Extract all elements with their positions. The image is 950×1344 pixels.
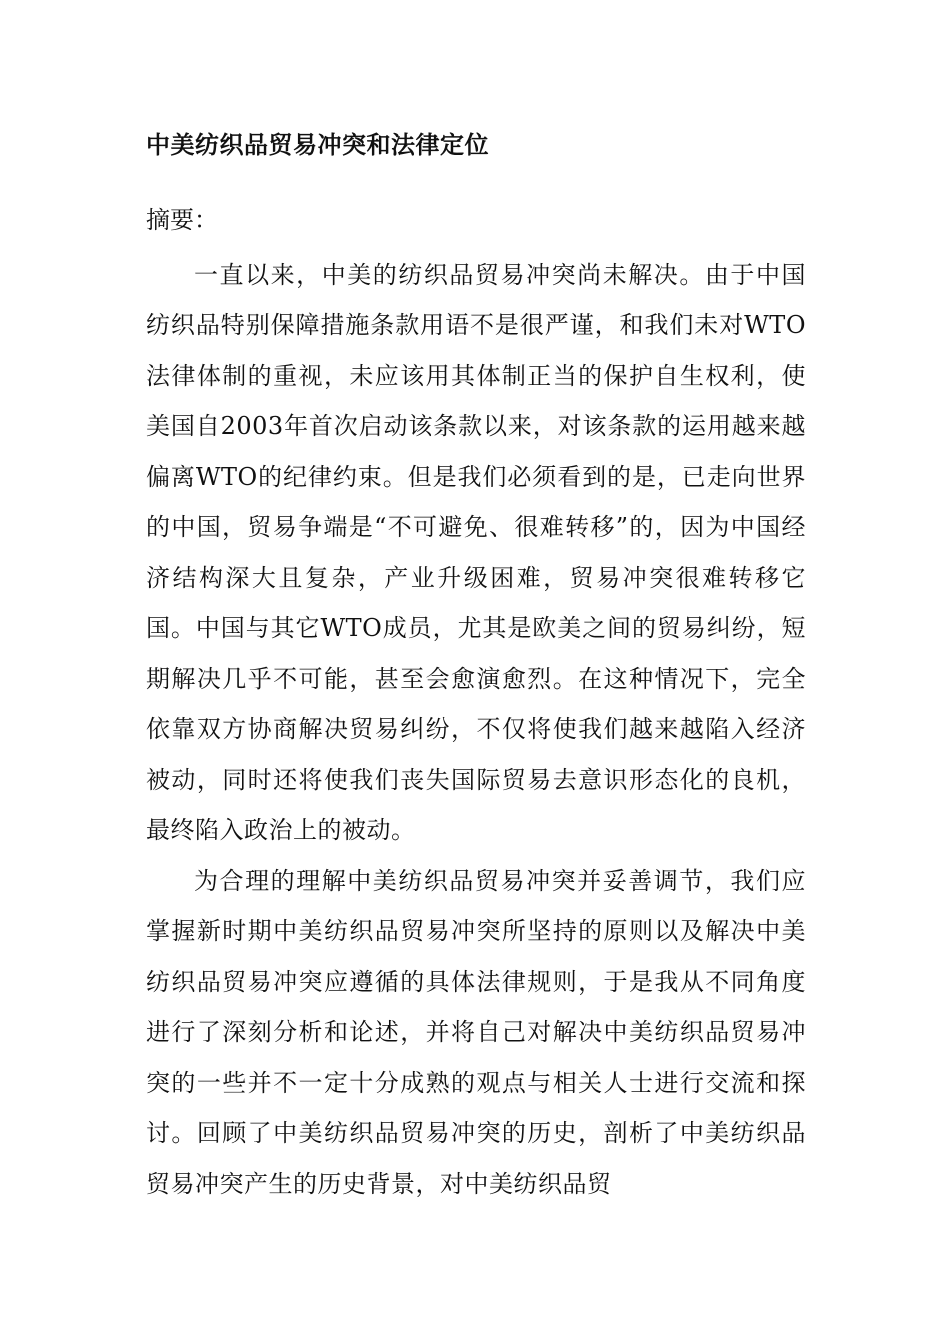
document-page	[146, 130, 806, 1209]
document-title: 中美纺织品贸易冲突和法律定位	[146, 131, 489, 159]
abstract-label: 摘要：	[146, 206, 218, 235]
abstract-paragraph-1: 一直以来，中美的纺织品贸易冲突尚未解决。由于中国纺织品特别保障措施条款用语不是很严谨，和我们未对WTO法律体制的重视，未应该用其体制正当的保护自生权利，使美国自2003年首次启动该条款以来，对该条款的运用越来越偏离WTO的纪律约束。但是我们必须看到的是，已走向世界的中国，贸易争端是“不可避免、很难转移”的，因为中国经济结构深大且复杂，产业升级困难，贸易冲突很难转移它国。中国与其它WTO成员，尤其是欧美之间的贸易纠纷，短期解决几乎不可能，甚至会愈演愈烈。在这种情况下，完全依靠双方协商解决贸易纠纷，不仅将使我们越来越陷入经济被动，同时还将使我们丧失国际贸易去意识形态化的良机，最终陷入政治上的被动。	[146, 260, 806, 845]
abstract-paragraph-2: 为合理的理解中美纺织品贸易冲突并妥善调节，我们应掌握新时期中美纺织品贸易冲突所坚持的原则以及解决中美纺织品贸易冲突应遵循的具体法律规则，于是我从不同角度进行了深刻分析和论述，并将自己对解决中美纺织品贸易冲突的一些并不一定十分成熟的观点与相关人士进行交流和探讨。回顾了中美纺织品贸易冲突的历史，剖析了中美纺织品贸易冲突产生的历史背景，对中美纺织品贸	[146, 866, 806, 1198]
